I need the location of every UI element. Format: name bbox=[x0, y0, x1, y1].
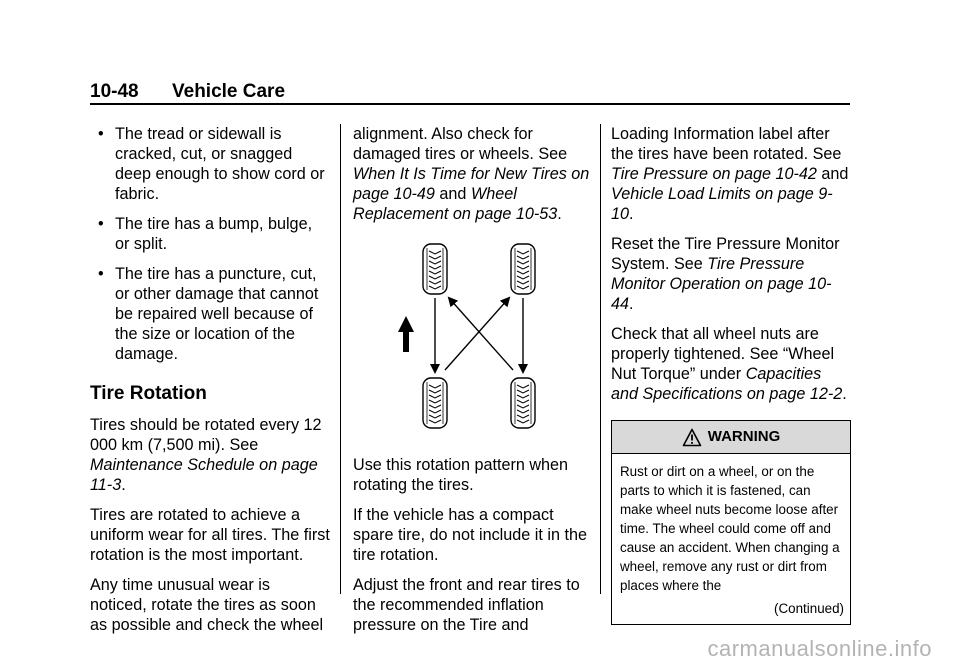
continued-label: (Continued) bbox=[774, 601, 844, 616]
rotation-arrow bbox=[449, 298, 513, 370]
watermark: carmanualsonline.info bbox=[707, 636, 932, 661]
section-title: Vehicle Care bbox=[172, 81, 286, 102]
front-left-tire-icon bbox=[423, 244, 447, 294]
paragraph: Adjust the front and rear tires to the recommended inflation pressure on the Tire and bbox=[353, 576, 580, 634]
paragraph: If the vehicle has a compact spare tire, do not include it in the tire rotation. bbox=[353, 506, 587, 564]
rear-right-tire-icon bbox=[511, 378, 535, 428]
warning-text: Rust or dirt on a wheel, or on the parts to which it is fastened, can make wheel nuts become loose after time. The wheel could come off and cause an accident. When changing a wheel, remove any rust or dirt from places where the bbox=[620, 464, 840, 593]
paragraph: Use this rotation pattern when rotating the tires. bbox=[353, 456, 569, 494]
paragraph: Check that all wheel nuts are properly tightened. See “Wheel Nut Torque” under Capacities and Specifications on page 12-2. bbox=[611, 325, 847, 403]
column-divider-1 bbox=[340, 124, 341, 594]
cross-reference-link[interactable]: Maintenance Schedule on page 11-3 bbox=[90, 456, 318, 494]
paragraph: alignment. Also check for damaged tires or wheels. See When It Is Time for New Tires on page 10-49 and Wheel Replacement on page 10-53. bbox=[353, 125, 590, 223]
cross-reference-link[interactable]: Capacities and Specifications on page 12-2 bbox=[611, 365, 843, 403]
bullet-icon: • bbox=[98, 125, 104, 143]
paragraph: Reset the Tire Pressure Monitor System. See Tire Pressure Monitor Operation on page 10-44. bbox=[611, 235, 840, 313]
paragraph: Tires should be rotated every 12 000 km (7,500 mi). See Maintenance Schedule on page 11-3. bbox=[90, 416, 322, 494]
bullet-item: • The tire has a bump, bulge, or split. bbox=[98, 215, 313, 253]
cross-reference-link[interactable]: Tire Pressure on page 10-42 bbox=[611, 165, 817, 183]
column-3 bbox=[611, 124, 851, 625]
tire-rotation-diagram bbox=[353, 240, 593, 432]
cross-reference-link[interactable]: Wheel Replacement on page 10-53 bbox=[353, 185, 558, 223]
column-1 bbox=[90, 124, 330, 645]
bullet-item: • The tire has a puncture, cut, or other damage that cannot be repaired well because of the size or location of the damage. bbox=[98, 265, 319, 363]
cross-reference-link[interactable]: Tire Pressure Monitor Operation on page 10-44 bbox=[611, 255, 832, 313]
front-right-tire-icon bbox=[511, 244, 535, 294]
rotation-arrow bbox=[445, 298, 509, 370]
cross-reference-link[interactable]: When It Is Time for New Tires on page 10-49 bbox=[353, 165, 590, 203]
vehicle-front-arrow-icon bbox=[398, 316, 414, 352]
paragraph: Tires are rotated to achieve a uniform wear for all tires. The first rotation is the most important. bbox=[90, 506, 330, 564]
page-header bbox=[90, 80, 850, 104]
bullet-icon: • bbox=[98, 215, 104, 233]
warning-box bbox=[611, 420, 851, 625]
rear-left-tire-icon bbox=[423, 378, 447, 428]
paragraph: Any time unusual wear is noticed, rotate the tires as soon as possible and check the wheel bbox=[90, 576, 324, 634]
header-rule bbox=[90, 103, 850, 105]
column-2 bbox=[353, 124, 593, 645]
warning-header bbox=[612, 421, 850, 454]
section-heading: Tire Rotation bbox=[90, 383, 207, 404]
page-number: 10-48 bbox=[90, 81, 139, 102]
warning-title: WARNING bbox=[707, 428, 781, 445]
paragraph: Loading Information label after the tires have been rotated. See Tire Pressure on page 10-42 and Vehicle Load Limits on page 9-10. bbox=[611, 125, 849, 223]
column-divider-2 bbox=[600, 124, 601, 594]
cross-reference-link[interactable]: Vehicle Load Limits on page 9-10 bbox=[611, 185, 833, 223]
bullet-item: • The tread or sidewall is cracked, cut, or snagged deep enough to show cord or fabric. bbox=[98, 125, 325, 203]
warning-icon bbox=[682, 428, 702, 447]
bullet-icon: • bbox=[98, 265, 104, 283]
